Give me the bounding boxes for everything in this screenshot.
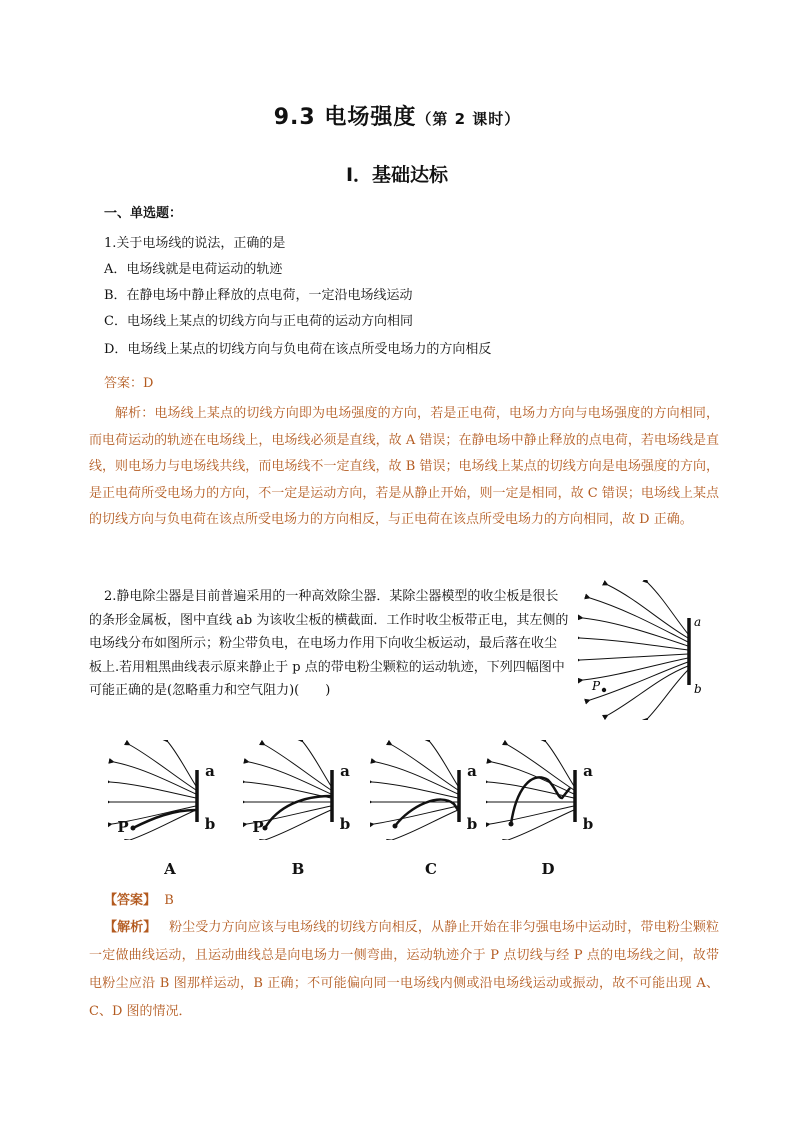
q2-analysis-label: 【解析】 <box>104 920 157 935</box>
option-c-label-b: b <box>466 815 478 833</box>
option-a-label-p: P <box>117 818 129 836</box>
field-line-figure <box>578 580 718 720</box>
q2-analysis <box>89 914 719 1026</box>
page-title <box>0 100 794 131</box>
section-heading: Ⅰ．基础达标 <box>345 164 449 186</box>
option-b-label-a: a <box>340 762 350 780</box>
option-d-label-a: a <box>583 762 593 780</box>
fig-label-b: b <box>694 682 702 696</box>
option-d-label-b: b <box>582 815 594 833</box>
subheading: 一、单选题： <box>104 206 183 221</box>
option-b-label-p: P <box>252 818 264 836</box>
choice-label-d: D <box>541 860 555 878</box>
choice-label-c: C <box>425 860 437 878</box>
fig-label-a: a <box>694 615 702 629</box>
q2-answer-label: 【答案】 <box>104 893 157 908</box>
option-b-label-b: b <box>339 815 351 833</box>
q1-analysis: 解析：电场线上某点的切线方向即为电场强度的方向，若是正电荷，电场力方向与电场强度的方向相同，而电荷运动的轨迹在电场线上，电场线必须是直线，故 A 错误；在静电场中静止释放的点电荷，若电场线是直线，则电场力与电场线共线，而电场线不一定直线，故 B 错误；电场线上某点的切线方向是电场强度的方向，是正电荷所受电场力的方向，不一定是运动方向，若是从静止开始，则一定是相同，故 C 错误；电场线上某点的切线方向与负电荷在该点所受电场力的方向相反，与正电荷在该点所受电场力的方向相同，故 D 正确。 <box>89 406 719 527</box>
q1-answer: 答案：D <box>104 376 154 391</box>
q2-answer-value: B <box>164 893 174 908</box>
option-a-label-a: a <box>205 762 215 780</box>
q2-answer <box>104 889 174 908</box>
q1-stem: 1.关于电场线的说法，正确的是 <box>104 236 286 251</box>
option-a-label-b: b <box>204 815 216 833</box>
choice-label-b: B <box>291 860 305 878</box>
choice-label-a: A <box>164 860 176 878</box>
q2-analysis-text: 粉尘受力方向应该与电场线的切线方向相反，从静止开始在非匀强电场中运动时，带电粉尘颗粒一定做曲线运动，且运动曲线总是向电场力一侧弯曲，运动轨迹介于 P 点切线与经 P 点的电场线之间，故带电粉尘应沿 B 图那样运动，B 正确；不可能偏向同一电场线内侧或沿电场线运动或振动，故不可能出现 A、C、D 图的情况． <box>89 920 719 1019</box>
title-sub: （第 2 课时） <box>416 110 521 128</box>
q1-option-c: C．电场线上某点的切线方向与正电荷的运动方向相同 <box>104 314 413 329</box>
fig-label-p: P <box>592 679 601 693</box>
q2-stem: 2.静电除尘器是目前普遍采用的一种高效除尘器．某除尘器模型的收尘板是很长的条形金属板，图中直线 ab 为该收尘板的横截面．工作时收尘板带正电，其左侧的电场线分布如图所示；粉尘带负电，在电场力作用下向收尘板运动，最后落在收尘板上.若用粗黑曲线表示原来静止于 p 点的带电粉尘颗粒的运动轨迹，下列四幅图中可能正确的是(忽略重力和空气阻力)( ) <box>89 589 569 698</box>
title-main: 9.3 电场强度 <box>273 105 417 130</box>
q1-option-d: D．电场线上某点的切线方向与负电荷在该点所受电场力的方向相反 <box>104 342 492 357</box>
q1-option-a: A．电场线就是电荷运动的轨迹 <box>104 262 283 277</box>
q1-option-b: B．在静电场中静止释放的点电荷，一定沿电场线运动 <box>104 288 413 303</box>
option-c-label-a: a <box>467 762 477 780</box>
